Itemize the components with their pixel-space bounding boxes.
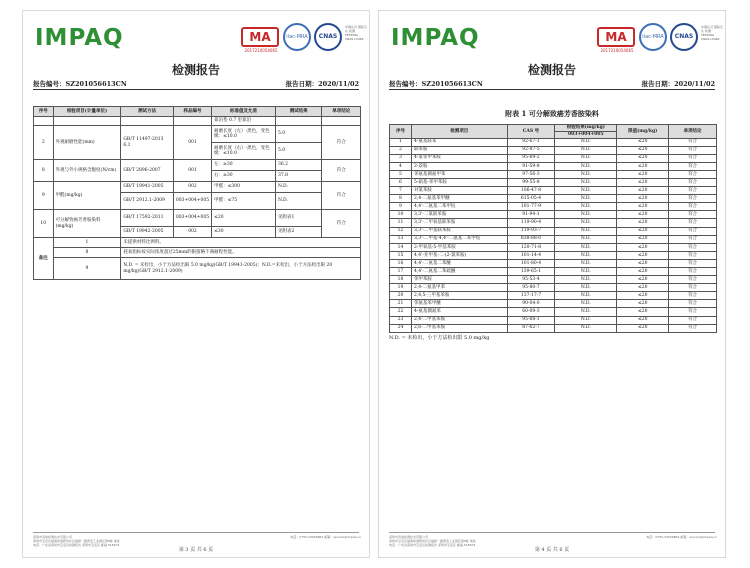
cell-no: 16 — [390, 259, 412, 267]
cell-limit: ≤20 — [617, 154, 669, 162]
cell-cas: 60-09-3 — [507, 308, 555, 316]
cell-limit: ≤20 — [617, 195, 669, 203]
cell-cas: 87-62-7 — [507, 324, 555, 332]
page-number: 第 4 页 共 6 页 — [534, 547, 570, 553]
ma-mark-icon: MA — [241, 27, 279, 47]
cell-std: 右：≥30 — [212, 171, 276, 182]
table-row — [390, 292, 717, 300]
cell-result: N.D. — [555, 276, 617, 284]
cell-item: 5-硝基-邻甲苯胺 — [411, 178, 507, 186]
cell-item: 2,6-二甲基苯胺 — [411, 324, 507, 332]
col-header: 单项结论 — [669, 125, 717, 139]
cell-result: N.D. — [555, 187, 617, 195]
cell-std: ≤30 — [212, 227, 276, 238]
col-header: 序号 — [390, 125, 412, 139]
cell-item: 4-氨基联苯 — [411, 138, 507, 146]
cell-limit: ≤20 — [617, 316, 669, 324]
cell-conclusion: 符合 — [669, 268, 717, 276]
cell-item: 4,4'-二氨基二苯醚 — [411, 259, 507, 267]
cell-no: 19 — [390, 284, 412, 292]
footer-divider — [389, 532, 715, 533]
header-divider — [33, 89, 359, 90]
col-header: 测试结果 — [275, 107, 321, 117]
cell-conclusion: 符合 — [322, 126, 361, 160]
cell-item: 4-氯邻甲苯胺 — [411, 154, 507, 162]
cell-method: GB/T 19941-2005 — [121, 182, 174, 193]
cell-item: 3,3'-二甲氧基联苯胺 — [411, 219, 507, 227]
table-row — [390, 324, 717, 332]
cell-conclusion: 符合 — [669, 219, 717, 227]
cell-no: 21 — [390, 300, 412, 308]
cell-no: 14 — [390, 243, 412, 251]
remark-no: 9 — [53, 258, 121, 280]
table-row — [390, 251, 717, 259]
cell-conclusion: 符合 — [322, 210, 361, 238]
cell-result: N.D. — [555, 203, 617, 211]
cell-limit: ≤20 — [617, 187, 669, 195]
table-note: N.D. = 未检出，小于方法检出限 5.0 mg/kg — [389, 335, 490, 341]
cell-conclusion: 符合 — [322, 182, 361, 210]
cell-cas: 120-71-8 — [507, 243, 555, 251]
cell-conclusion: 符合 — [669, 195, 717, 203]
report-date: 报告日期：2020/11/02 — [641, 80, 715, 88]
cnas-icon: CNAS — [670, 23, 698, 51]
cell-item: 2,4-二氨基甲苯 — [411, 284, 507, 292]
cell-result: N.D. — [555, 195, 617, 203]
cnas-text: 中国认可 国际互认 检测 TESTING CNAS L5462 — [345, 25, 367, 41]
remark-text: N.D. = 未检出，小于方法检出限 5.0 mg/kg(GB/T 19941-2005)；N.D.=未检出，小于方法检出限 20 mg/kg(GB/T 2912.1-2009) — [121, 258, 361, 280]
cell-result: N.D. — [555, 170, 617, 178]
cell-item: 2-萘胺 — [411, 162, 507, 170]
cell-result: 5.0 — [275, 126, 321, 143]
cell-no: 18 — [390, 276, 412, 284]
cell-result: 37.8 — [275, 171, 321, 182]
cell-limit: ≤20 — [617, 227, 669, 235]
table-row — [390, 259, 717, 267]
cell-sample: 002 — [173, 227, 211, 238]
cell-result: N.D. — [555, 219, 617, 227]
cell-item: 3,3'-二甲基-4,4'-二氨基二苯甲烷 — [411, 235, 507, 243]
cell-item: 邻甲苯胺 — [411, 276, 507, 284]
cell-conclusion: 符合 — [669, 235, 717, 243]
cell-item: 3,3'-二甲基联苯胺 — [411, 227, 507, 235]
table-row — [390, 316, 717, 324]
cell-sample: 003+004+005 — [173, 193, 211, 210]
table-row — [390, 284, 717, 292]
cell-method: GB/T 17592-2011 — [121, 210, 174, 227]
cell-no: 15 — [390, 251, 412, 259]
report-page-4 — [378, 10, 726, 558]
cell-result: N.D. — [555, 178, 617, 186]
cell-no: 7 — [390, 187, 412, 195]
cell-conclusion: 符合 — [669, 251, 717, 259]
cell-sample: 001 — [173, 126, 211, 160]
cell-result: N.D. — [555, 308, 617, 316]
col-header: 测试方法 — [121, 107, 174, 117]
cell-cas: 90-04-0 — [507, 300, 555, 308]
cell-result: 5.0 — [275, 143, 321, 160]
ilac-mra-icon: ilac-MRA — [639, 23, 667, 51]
cnas-text: 中国认可 国际互认 检测 TESTING CNAS L5462 — [701, 25, 723, 41]
footer-divider — [33, 532, 359, 533]
cell-limit: ≤20 — [617, 170, 669, 178]
cell-item: 4-氨基偶氮苯 — [411, 308, 507, 316]
aromatic-amine-table — [389, 124, 717, 333]
col-subheader: 003+004+005 — [555, 132, 617, 139]
cell-conclusion: 符合 — [669, 259, 717, 267]
cell-item: 2,4,5-三甲基苯胺 — [411, 292, 507, 300]
cell-conclusion: 符合 — [669, 146, 717, 154]
cell-conclusion: 符合 — [669, 138, 717, 146]
cell-result: N.D. — [275, 193, 321, 210]
cell-cas: 101-77-9 — [507, 203, 555, 211]
cell-cas: 615-05-4 — [507, 195, 555, 203]
cell-result: N.D. — [555, 243, 617, 251]
cell-conclusion: 符合 — [669, 300, 717, 308]
cell-item: 邻氨基苯甲醚 — [411, 300, 507, 308]
cell-result: N.D. — [555, 324, 617, 332]
cell-limit: ≤20 — [617, 284, 669, 292]
cell-method: GB/T 19942-2005 — [121, 227, 174, 238]
cell-std: 耐磨长度（右）-黑色，变色级：≤10.0 — [212, 143, 276, 160]
table-row — [34, 117, 361, 126]
cell-conclusion: 符合 — [669, 203, 717, 211]
cell-conclusion: 符合 — [669, 284, 717, 292]
cell-result: N.D. — [555, 292, 617, 300]
cell-conclusion: 符合 — [669, 316, 717, 324]
cell-limit: ≤20 — [617, 219, 669, 227]
cell-item: 甲醛(mg/kg) — [53, 182, 121, 210]
remark-row — [34, 258, 361, 280]
cell-cas: 106-47-8 — [507, 187, 555, 195]
cell-result: N.D. — [555, 146, 617, 154]
cell-cas: 95-80-7 — [507, 284, 555, 292]
cell-result: N.D. — [555, 300, 617, 308]
cell-no: 11 — [390, 219, 412, 227]
table-row — [390, 154, 717, 162]
cell-no: 22 — [390, 308, 412, 316]
cell-cas: 91-59-8 — [507, 162, 555, 170]
cell-limit: ≤20 — [617, 138, 669, 146]
cnas-icon: CNAS — [314, 23, 342, 51]
cell-sample: 003+004+005 — [173, 210, 211, 227]
cell-no: 8 — [34, 160, 54, 182]
ma-number: 2017210054065 — [244, 48, 278, 53]
cell-result: 36.2 — [275, 160, 321, 171]
cell-item: 对氯苯胺 — [411, 187, 507, 195]
table-row — [390, 300, 717, 308]
cell-result: N.D. — [555, 268, 617, 276]
table-header-row — [390, 125, 717, 132]
cell-conclusion: 符合 — [669, 276, 717, 284]
remark-text: 未提供材料比例料。 — [121, 238, 361, 248]
cell-cas: 137-17-7 — [507, 292, 555, 300]
cell-item: 2,4-二甲基苯胺 — [411, 316, 507, 324]
cell-item: 可分解致癌芳香胺染料(mg/kg) — [53, 210, 121, 238]
cell-std: 甲醛：≤300 — [212, 182, 276, 193]
remark-row — [34, 248, 361, 258]
cell-conclusion: 符合 — [669, 308, 717, 316]
cell-no: 3 — [390, 154, 412, 162]
cell-result: N.D. — [555, 316, 617, 324]
cell-limit: ≤20 — [617, 211, 669, 219]
remarks-label: 备注 — [34, 238, 54, 280]
impaq-logo: IMPAQ — [35, 25, 124, 51]
table-row — [390, 227, 717, 235]
table-row — [390, 138, 717, 146]
col-header: 样品编号 — [173, 107, 211, 117]
cell-limit: ≤20 — [617, 324, 669, 332]
cell-conclusion: 符合 — [669, 243, 717, 251]
ma-mark-icon: MA — [597, 27, 635, 47]
table-row — [34, 160, 361, 171]
page-footer: 深圳市英柏检测技术有限公司 深圳市宝安区福海街道新和社区福园一路德金工业园区第8栋 地址 电话：广东省深圳市宝安区检测报告 深圳市宝安区 邮编 518103 电话：0755-23059862 邮箱：service@impaq.cn — [33, 535, 361, 547]
table-row — [390, 203, 717, 211]
cell-limit: ≤20 — [617, 259, 669, 267]
report-number: 报告编号：SZ201056613CN — [33, 80, 127, 88]
cell-item: 2-甲氧基-5-甲基苯胺 — [411, 243, 507, 251]
cell-std: 甲醛：≤75 — [212, 193, 276, 210]
cell-cas: 95-68-1 — [507, 316, 555, 324]
report-date: 报告日期：2020/11/02 — [285, 80, 359, 88]
table-header-row — [34, 107, 361, 117]
cell-cas: 92-67-1 — [507, 138, 555, 146]
cell-limit: ≤20 — [617, 308, 669, 316]
table-row — [34, 182, 361, 193]
cell-no: 6 — [390, 178, 412, 186]
cell-limit: ≤20 — [617, 243, 669, 251]
page-number: 第 3 页 共 6 页 — [178, 547, 214, 553]
cell-result: N.D. — [555, 211, 617, 219]
cell-no: 2 — [34, 126, 54, 160]
cell-item: 2,4-二氨基苯甲醚 — [411, 195, 507, 203]
table-row — [390, 211, 717, 219]
col-header: 检验结果(mg/kg) — [555, 125, 617, 132]
cell-item: 外观耐磨性能(mm) — [53, 126, 121, 160]
cell-conclusion: 符合 — [669, 227, 717, 235]
remark-no: 8 — [53, 248, 121, 258]
header-divider — [389, 89, 715, 90]
cell-cas: 119-90-4 — [507, 219, 555, 227]
table-row — [390, 243, 717, 251]
table-row — [390, 162, 717, 170]
table-row — [390, 268, 717, 276]
report-page-3 — [22, 10, 370, 558]
appendix-title: 附表 1 可分解致癌芳香胺染料 — [505, 109, 599, 118]
cell-item: 3,3'-二氯联苯胺 — [411, 211, 507, 219]
col-header: 限值(mg/kg) — [617, 125, 669, 139]
cell-no: 4 — [390, 162, 412, 170]
report-title: 检测报告 — [527, 63, 576, 77]
cell-limit: ≤20 — [617, 162, 669, 170]
cell-cas: 838-88-0 — [507, 235, 555, 243]
ma-number: 2017210054065 — [600, 48, 634, 53]
table-row — [390, 187, 717, 195]
cell-no: 9 — [34, 182, 54, 210]
cell-no: 9 — [390, 203, 412, 211]
cell-std: 靠泊垫 0.7 里靠泊 — [212, 117, 276, 126]
cell-no: 2 — [390, 146, 412, 154]
cell-limit: ≤20 — [617, 178, 669, 186]
test-results-table — [33, 106, 361, 280]
cell-conclusion: 符合 — [669, 170, 717, 178]
remark-no: 1 — [53, 238, 121, 248]
cell-result: N.D. — [555, 251, 617, 259]
table-row — [390, 146, 717, 154]
cell-result: N.D. — [555, 154, 617, 162]
cell-limit: ≤20 — [617, 292, 669, 300]
cell-conclusion: 符合 — [322, 160, 361, 182]
cell-cas: 91-94-1 — [507, 211, 555, 219]
cell-conclusion: 符合 — [669, 324, 717, 332]
remark-row — [34, 238, 361, 248]
col-header: 序号 — [34, 107, 54, 117]
cell-cas: 92-87-5 — [507, 146, 555, 154]
cell-cas: 139-65-1 — [507, 268, 555, 276]
cell-no: 13 — [390, 235, 412, 243]
cell-cas: 101-80-4 — [507, 259, 555, 267]
cell-no: 1 — [390, 138, 412, 146]
cell-limit: ≤20 — [617, 146, 669, 154]
cell-item: 4,4'-亚甲基-二-(2-氯苯胺) — [411, 251, 507, 259]
cell-sample: 001 — [173, 160, 211, 182]
cell-result: N.D. — [275, 182, 321, 193]
cell-item: 邻氨基偶氮甲苯 — [411, 170, 507, 178]
report-number: 报告编号：SZ201056613CN — [389, 80, 483, 88]
cell-conclusion: 符合 — [669, 211, 717, 219]
cell-limit: ≤20 — [617, 251, 669, 259]
certification-marks — [241, 21, 366, 57]
cell-limit: ≤20 — [617, 203, 669, 211]
certification-marks — [597, 21, 722, 57]
cell-item: 4,4'-二氨基二苯甲烷 — [411, 203, 507, 211]
cell-result: 见附表2 — [275, 227, 321, 238]
cell-std: ≤20 — [212, 210, 276, 227]
cell-std: 左：≥30 — [212, 160, 276, 171]
cell-conclusion: 符合 — [669, 154, 717, 162]
cell-no: 8 — [390, 195, 412, 203]
cell-no: 17 — [390, 268, 412, 276]
cell-conclusion: 符合 — [669, 187, 717, 195]
cell-method: GB/T 2912.1-2009 — [121, 193, 174, 210]
cell-cas: 101-14-4 — [507, 251, 555, 259]
cell-cas: 95-53-4 — [507, 276, 555, 284]
impaq-logo: IMPAQ — [391, 25, 480, 51]
cell-item: 联苯胺 — [411, 146, 507, 154]
cell-limit: ≤20 — [617, 276, 669, 284]
table-row — [34, 126, 361, 143]
table-row — [390, 170, 717, 178]
cell-cas: 99-55-8 — [507, 178, 555, 186]
ilac-mra-icon: ilac-MRA — [283, 23, 311, 51]
cell-result: N.D. — [555, 138, 617, 146]
cell-cas: 95-69-2 — [507, 154, 555, 162]
cell-sample: 002 — [173, 182, 211, 193]
cell-cas: 119-93-7 — [507, 227, 555, 235]
col-header: 检测项目 — [411, 125, 507, 139]
cell-method: GB/T 11497-2013 6.1 — [121, 126, 174, 160]
cell-limit: ≤20 — [617, 235, 669, 243]
cell-result: N.D. — [555, 227, 617, 235]
cell-result: N.D. — [555, 259, 617, 267]
table-row — [390, 235, 717, 243]
table-row — [390, 276, 717, 284]
table-row — [390, 308, 717, 316]
cell-method: GB/T 2896-2007 — [121, 160, 174, 182]
cell-no: 10 — [390, 211, 412, 219]
table-row — [390, 195, 717, 203]
remark-text: 耗氧指标按实际浓度超过25mm的限值略不满耐程性能。 — [121, 248, 361, 258]
cell-cas: 97-56-3 — [507, 170, 555, 178]
cell-conclusion: 符合 — [669, 292, 717, 300]
cell-no: 24 — [390, 324, 412, 332]
cell-result: N.D. — [555, 284, 617, 292]
cell-std: 耐磨长度（左）-黑色，变色级：≤10.0 — [212, 126, 276, 143]
col-header: 检验项目(计量单位) — [53, 107, 121, 117]
table-row — [34, 210, 361, 227]
cell-limit: ≤20 — [617, 268, 669, 276]
cell-result: 见附表1 — [275, 210, 321, 227]
table-row — [390, 219, 717, 227]
cell-limit: ≤20 — [617, 300, 669, 308]
table-row — [390, 178, 717, 186]
report-title: 检测报告 — [171, 63, 220, 77]
cell-result: N.D. — [555, 162, 617, 170]
cell-no: 5 — [390, 170, 412, 178]
col-header: 单项结论 — [322, 107, 361, 117]
cell-conclusion: 符合 — [669, 178, 717, 186]
cell-conclusion: 符合 — [669, 162, 717, 170]
cell-no: 23 — [390, 316, 412, 324]
col-header: 标准值及允差 — [212, 107, 276, 117]
cell-item: 4,4'-二氨基二苯硫醚 — [411, 268, 507, 276]
cell-result: N.D. — [555, 235, 617, 243]
cell-item: 外观与外小规格含腹度(N/cm) — [53, 160, 121, 182]
cell-no: 20 — [390, 292, 412, 300]
cell-no: 12 — [390, 227, 412, 235]
col-header: CAS 号 — [507, 125, 555, 139]
cell-no: 10 — [34, 210, 54, 238]
page-footer: 深圳市英柏检测技术有限公司 深圳市宝安区福海街道新和社区福园一路德金工业园区第8栋 地址 电话：广东省深圳市宝安区检测报告 深圳市宝安区 邮编 518103 电话：0755-23059862 邮箱：service@impaq.cn — [389, 535, 717, 547]
